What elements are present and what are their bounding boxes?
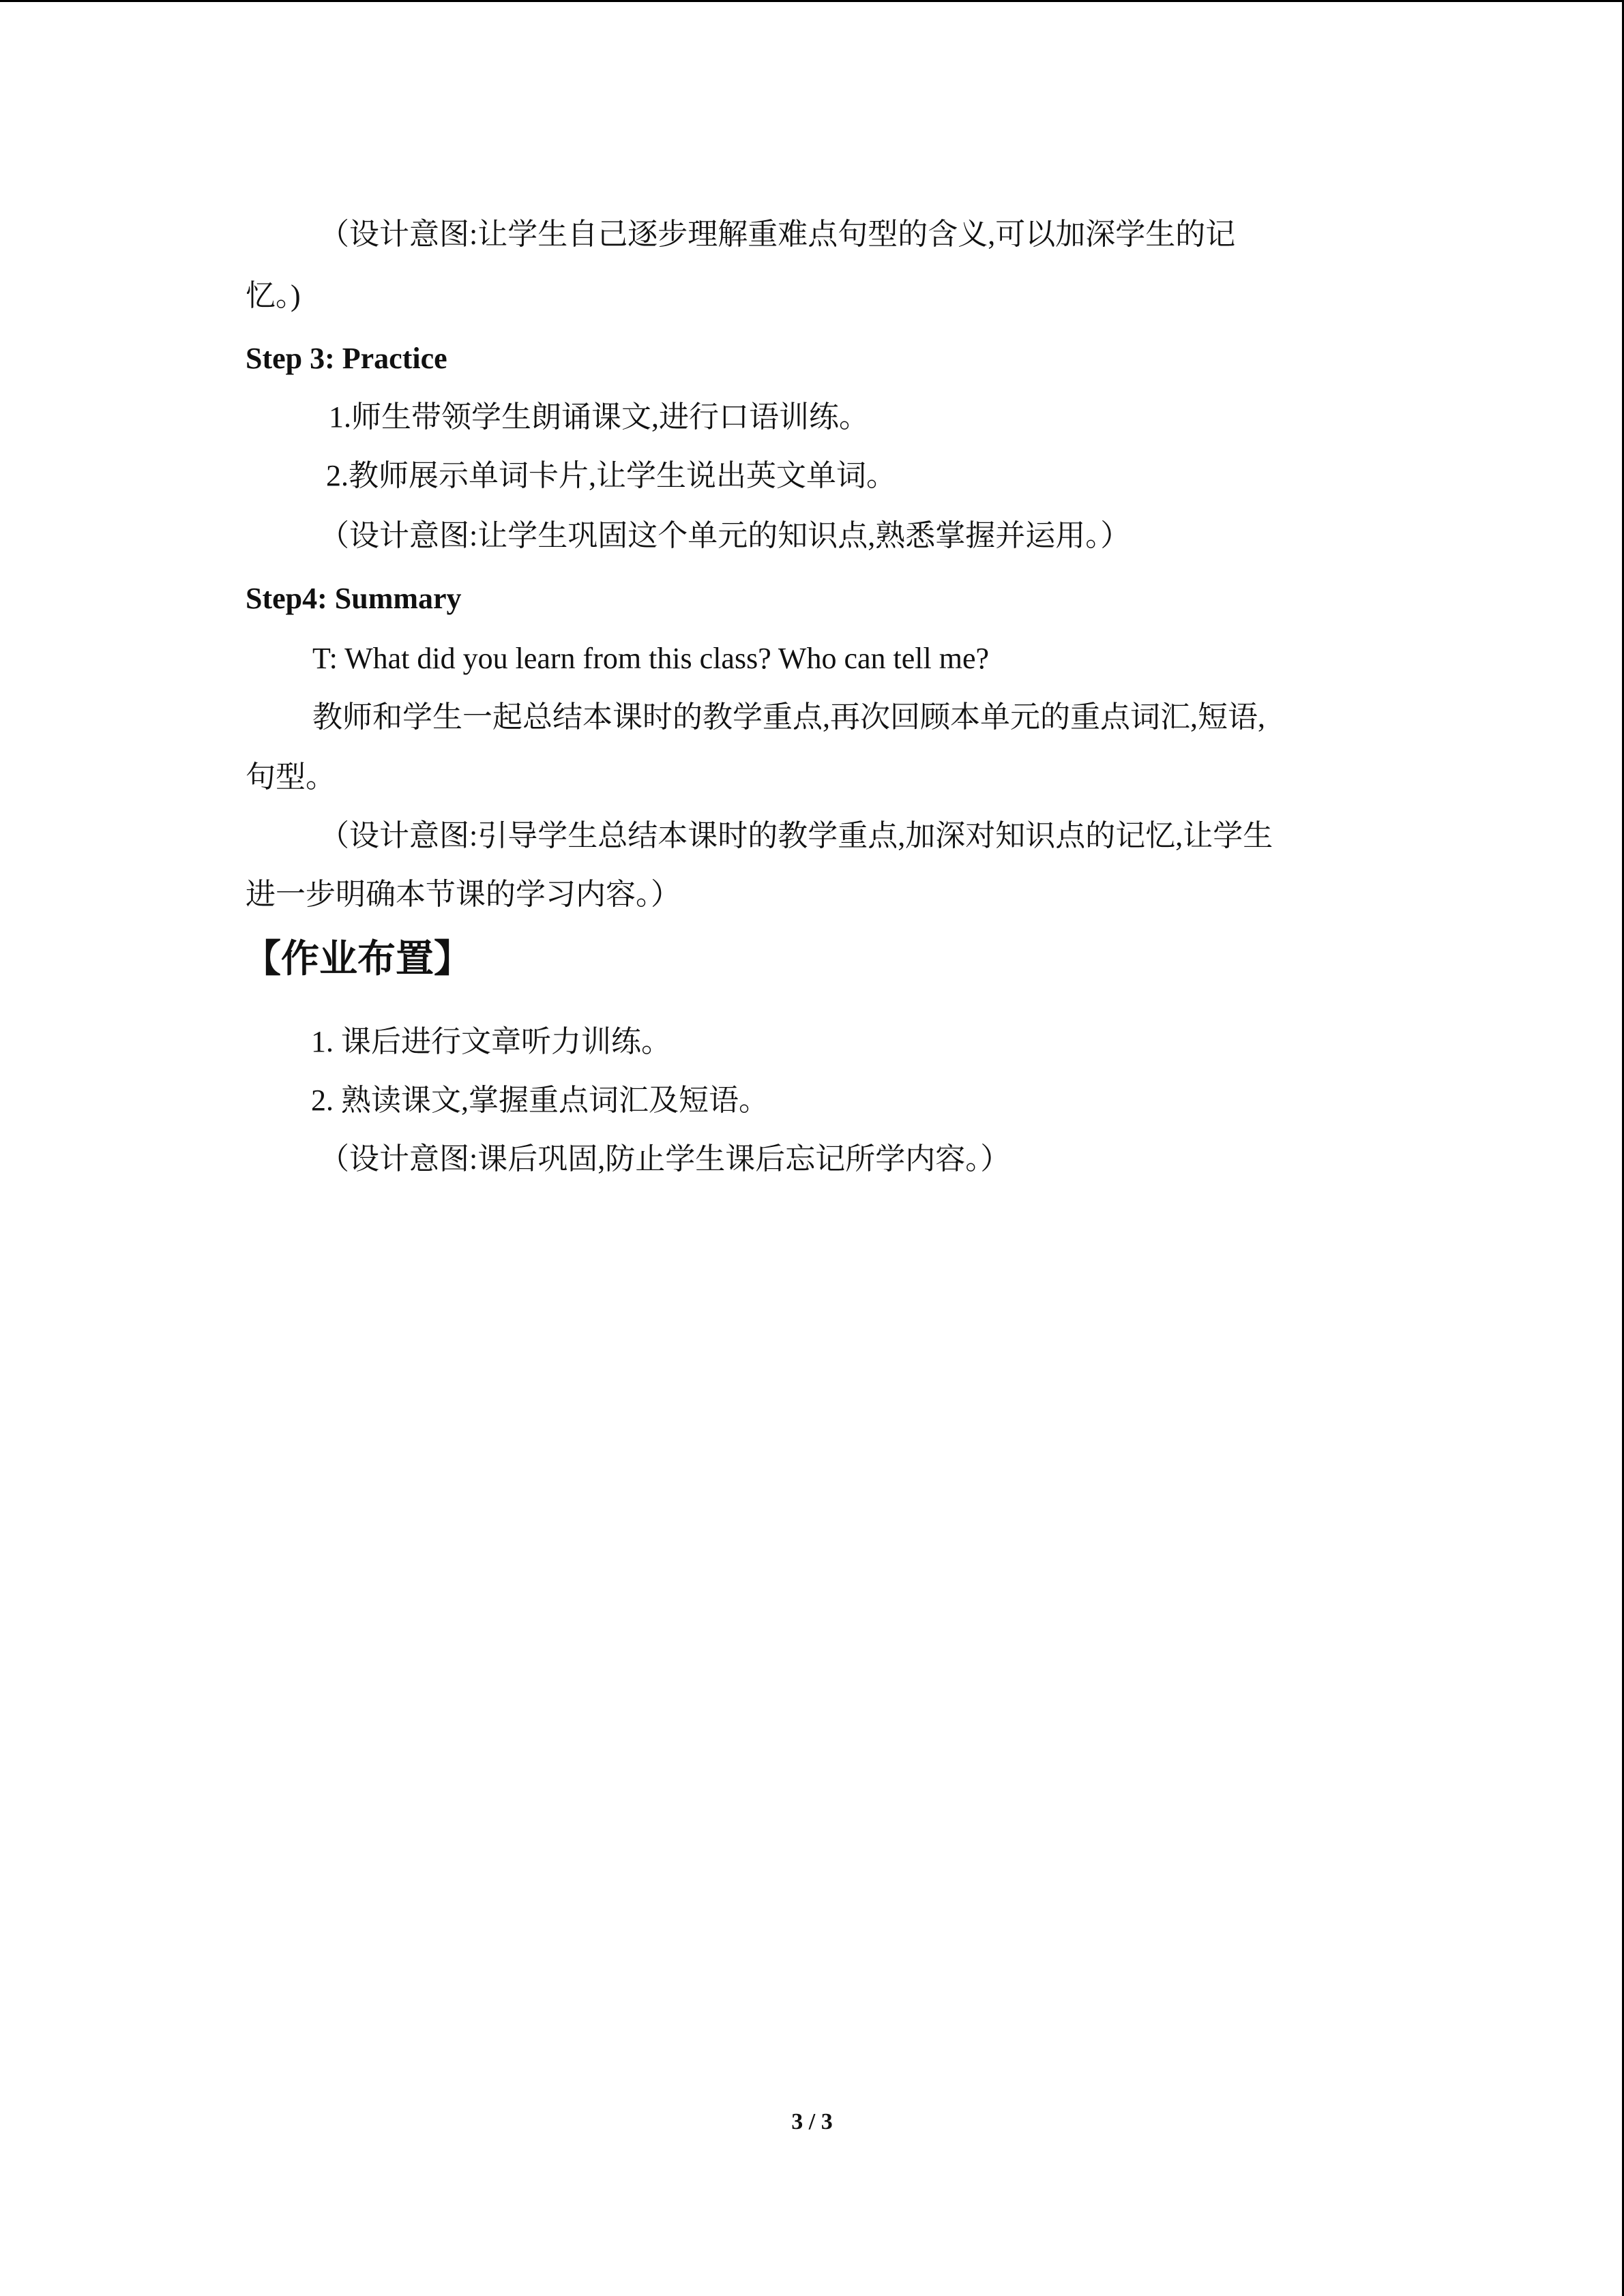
design-intent-note-1-line-1: （设计意图:让学生自己逐步理解重难点句型的含义,可以加深学生的记	[319, 218, 1236, 251]
step3-item-2: 2.教师展示单词卡片,让学生说出英文单词。	[326, 459, 896, 492]
step4-paragraph-line-1: 教师和学生一起总结本课时的教学重点,再次回顾本单元的重点词汇,短语,	[312, 700, 1265, 734]
homework-item-1: 1. 课后进行文章听力训练。	[311, 1025, 671, 1058]
homework-section-title: 【作业布置】	[243, 938, 472, 981]
step4-dialogue: T: What did you learn from this class? Who can tell me?	[312, 642, 989, 675]
design-intent-note-2: （设计意图:让学生巩固这个单元的知识点,熟悉掌握并运用。）	[319, 519, 1131, 552]
top-border	[0, 0, 1624, 2]
step4-heading: Step4: Summary	[246, 582, 462, 615]
page-number: 3 / 3	[791, 2109, 833, 2134]
homework-item-2: 2. 熟读课文,掌握重点词汇及短语。	[311, 1084, 769, 1117]
design-intent-note-3-line-2: 进一步明确本节课的学习内容。）	[246, 878, 681, 911]
design-intent-note-3-line-1: （设计意图:引导学生总结本课时的教学重点,加深对知识点的记忆,让学生	[319, 819, 1273, 852]
step3-item-1: 1.师生带领学生朗诵课文,进行口语训练。	[329, 400, 869, 434]
step3-heading: Step 3: Practice	[246, 342, 447, 375]
homework-design-intent-note: （设计意图:课后巩固,防止学生课后忘记所学内容。）	[319, 1142, 1011, 1176]
design-intent-note-1-line-2: 忆。)	[246, 279, 301, 312]
step4-paragraph-line-2: 句型。	[246, 760, 336, 794]
